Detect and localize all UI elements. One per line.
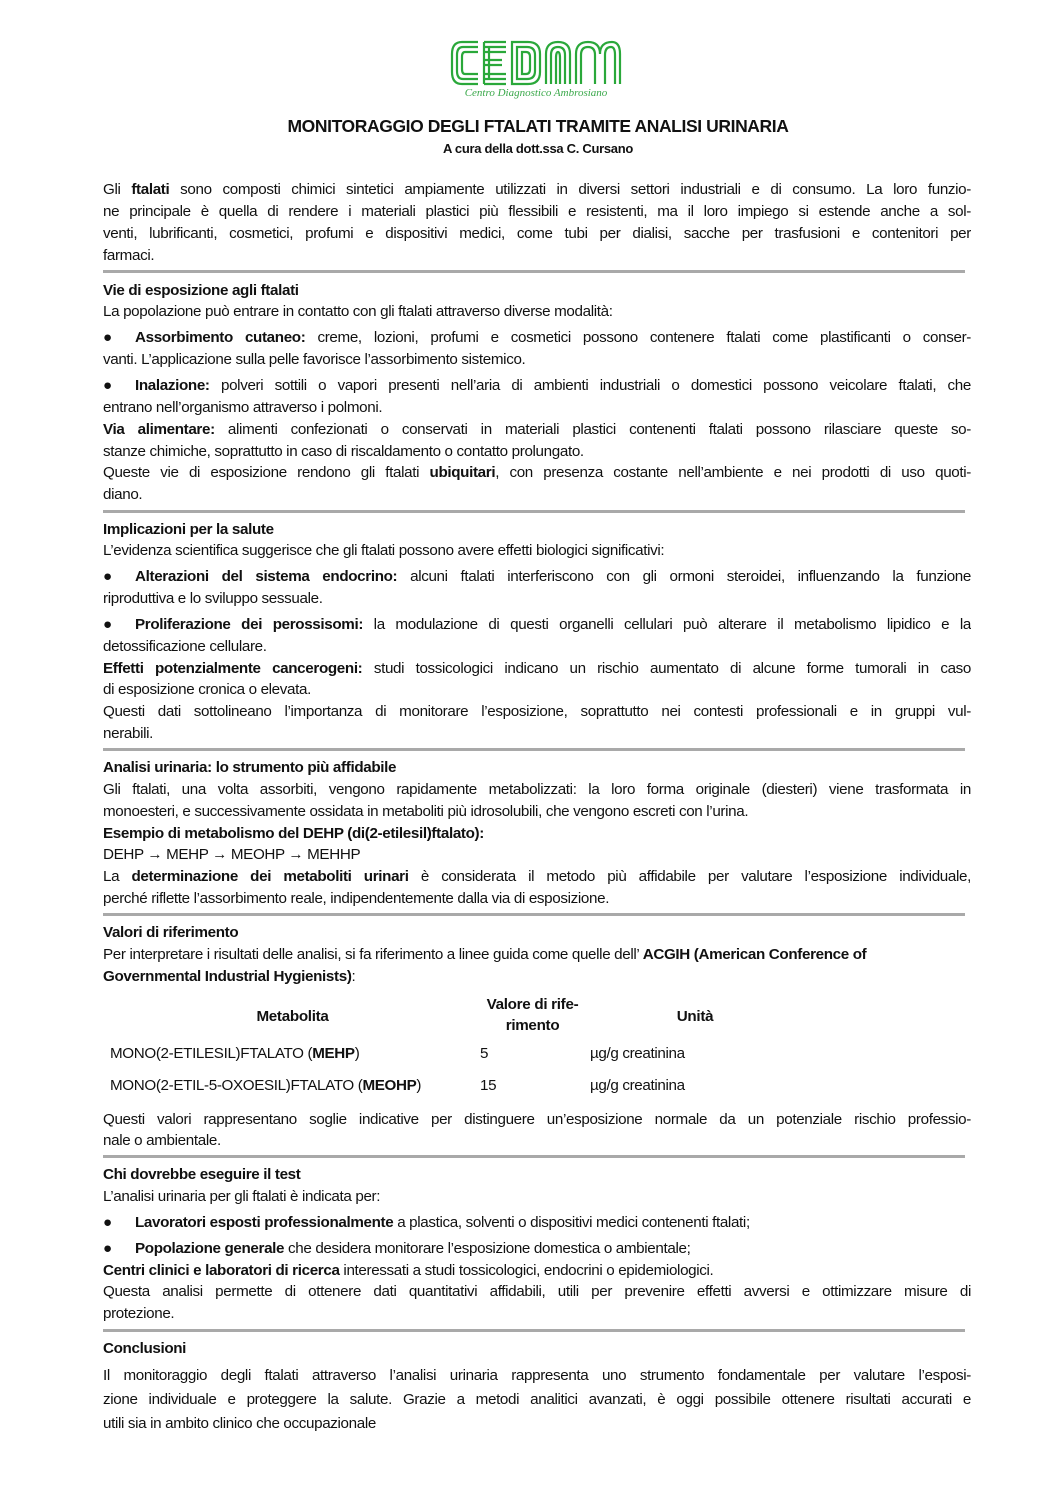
paragraph-line: Questi dati sottolineano l’importanza di monitorare l’esposizione, soprattutto nei contesti professionali e in gruppi vul- <box>103 703 971 720</box>
paragraph-line: L’analisi urinaria per gli ftalati è indicata per: <box>103 1188 381 1205</box>
logo-subtitle: Centro Diagnostico Ambrosiano <box>464 87 608 99</box>
bullet-icon: ● <box>103 329 112 346</box>
table-cell-unit: µg/g creatinina <box>590 1077 685 1094</box>
paragraph-line: riproduttiva e lo sviluppo sessuale. <box>103 590 323 607</box>
table-cell-metabolite: MONO(2-ETILESIL)FTALATO (MEHP) <box>110 1045 360 1062</box>
table-cell-value: 5 <box>480 1045 489 1062</box>
bullet-item: ● Inalazione: polveri sottili o vapori presenti nell’aria di ambienti industriali o domestici possono veicolare ftalati, che <box>103 377 971 394</box>
example-heading: Esempio di metabolismo del DEHP (di(2-etilesil)ftalato): <box>103 825 484 842</box>
intro-line: Gli ftalati sono composti chimici sintetici ampiamente utilizzati in diversi settori industriali e di consumo. La loro funzio- <box>103 181 971 198</box>
section-heading: Chi dovrebbe eseguire il test <box>103 1166 301 1183</box>
paragraph-line: protezione. <box>103 1305 175 1322</box>
paragraph-line: nerabili. <box>103 725 154 742</box>
paragraph-line: Questi valori rappresentano soglie indicative per distinguere un’esposizione normale da un potenziale rischio professio- <box>103 1111 971 1128</box>
paragraph-line: Gli ftalati, una volta assorbiti, vengono rapidamente metabolizzati: la loro forma originale (diesteri) viene trasformata in <box>103 781 971 798</box>
section-heading: Analisi urinaria: lo strumento più affidabile <box>103 759 397 776</box>
table-header-metabolite: Metabolita <box>256 1008 329 1025</box>
section-divider <box>103 913 965 916</box>
page-title: MONITORAGGIO DEGLI FTALATI TRAMITE ANALISI URINARIA <box>287 116 789 136</box>
section-divider <box>103 270 965 273</box>
bullet-icon: ● <box>103 377 112 394</box>
paragraph-line: monoesteri, e successivamente ossidata in metaboliti più idrosolubili, che vengono escreti con l’urina. <box>103 803 749 820</box>
bullet-item: ● Assorbimento cutaneo: creme, lozioni, profumi e cosmetici possono contenere ftalati come plastificanti o conser- <box>103 329 971 346</box>
paragraph-line: zione individuale e proteggere la salute. Grazie a metodi analitici avanzati, è oggi possibile ottenere risultati accurati e <box>103 1391 971 1408</box>
paragraph-line: Centri clinici e laboratori di ricerca interessati a studi tossicologici, endocrini o epidemiologici. <box>103 1262 714 1279</box>
paragraph-line: nale o ambientale. <box>103 1132 221 1149</box>
paragraph-line: utili sia in ambito clinico che occupazionale <box>103 1415 376 1432</box>
paragraph-line: Questa analisi permette di ottenere dati quantitativi affidabili, utili per prevenire effetti avversi e ottimizzare misure di <box>103 1283 971 1300</box>
paragraph-line: detossificazione cellulare. <box>103 638 267 655</box>
paragraph-line: Queste vie di esposizione rendono gli ftalati ubiquitari, con presenza costante nell’ambiente e nei prodotti di uso quoti- <box>103 464 971 481</box>
bullet-icon: ● <box>103 1214 112 1231</box>
paragraph-line: Effetti potenzialmente cancerogeni: studi tossicologici indicano un rischio aumentato di alcune forme tumorali in caso <box>103 660 971 677</box>
paragraph-line: vanti. L’applicazione sulla pelle favorisce l’assorbimento sistemico. <box>103 351 526 368</box>
table-header-value: Valore di rife- rimento <box>486 996 579 1034</box>
table-cell-metabolite: MONO(2-ETIL-5-OXOESIL)FTALATO (MEOHP) <box>110 1077 422 1094</box>
bullet-icon: ● <box>103 1240 112 1257</box>
paragraph-line: di esposizione cronica o elevata. <box>103 681 311 698</box>
bullet-item: ● Popolazione generale che desidera monitorare l’esposizione domestica o ambientale; <box>103 1240 691 1257</box>
section-heading: Implicazioni per la salute <box>103 521 274 538</box>
bullet-item: ● Lavoratori esposti professionalmente a plastica, solventi o dispositivi medici contenenti ftalati; <box>103 1214 750 1231</box>
paragraph-line: entrano nell’organismo attraverso i polmoni. <box>103 399 383 416</box>
paragraph-line: Il monitoraggio degli ftalati attraverso l’analisi urinaria rappresenta uno strumento fondamentale per valutare l’esposi- <box>103 1367 971 1384</box>
paragraph-line: L’evidenza scientifica suggerisce che gli ftalati possono avere effetti biologici significativi: <box>103 542 665 559</box>
paragraph-line: diano. <box>103 486 143 503</box>
bullet-icon: ● <box>103 616 112 633</box>
bullet-icon: ● <box>103 568 112 585</box>
paragraph-line: Governmental Industrial Hygienists): <box>103 968 356 985</box>
paragraph-line: perché riflette l’assorbimento reale, indipendentemente dalla via di esposizione. <box>103 890 610 907</box>
intro-line: venti, lubrificanti, cosmetici, profumi e dispositivi medici, come tubi per dialisi, sacche per trasfusioni e contenitori per <box>103 225 971 242</box>
intro-line: farmaci. <box>103 247 155 264</box>
section-divider <box>103 748 965 751</box>
table-cell-value: 15 <box>480 1077 497 1094</box>
paragraph-line: Per interpretare i risultati delle analisi, si fa riferimento a linee guida come quelle dell’ ACGIH (American Conference of <box>103 946 867 963</box>
section-divider <box>103 1155 965 1158</box>
paragraph-line: La determinazione dei metaboliti urinari è considerata il metodo più affidabile per valutare l’esposizione individuale, <box>103 868 971 885</box>
section-heading: Vie di esposizione agli ftalati <box>103 282 299 299</box>
bullet-item: ● Alterazioni del sistema endocrino: alcuni ftalati interferiscono con gli ormoni steroidei, influenzando la funzione <box>103 568 971 585</box>
bullet-item: ● Proliferazione dei perossisomi: la modulazione di questi organelli cellulari può alterare il metabolismo lipidico e la <box>103 616 971 633</box>
intro-line: ne principale è quella di rendere i materiali plastici più flessibili e resistenti, ma il loro impiego si estende anche a sol- <box>103 203 971 220</box>
section-heading: Conclusioni <box>103 1340 187 1357</box>
section-heading: Valori di riferimento <box>103 924 239 941</box>
table-header-unit: Unità <box>676 1008 714 1025</box>
author-line: A cura della dott.ssa C. Cursano <box>442 141 634 156</box>
paragraph-line: La popolazione può entrare in contatto con gli ftalati attraverso diverse modalità: <box>103 303 613 320</box>
paragraph-line: Via alimentare: alimenti confezionati o conservati in materiali plastici contenenti ftalati possono rilasciare queste so- <box>103 421 971 438</box>
section-divider <box>103 510 965 513</box>
section-divider <box>103 1329 965 1332</box>
metabolism-chain: DEHP → MEHP → MEOHP → MEHHP <box>103 846 361 863</box>
table-cell-unit: µg/g creatinina <box>590 1045 685 1062</box>
paragraph-line: stanze chimiche, soprattutto in caso di riscaldamento o contatto prolungato. <box>103 443 584 460</box>
